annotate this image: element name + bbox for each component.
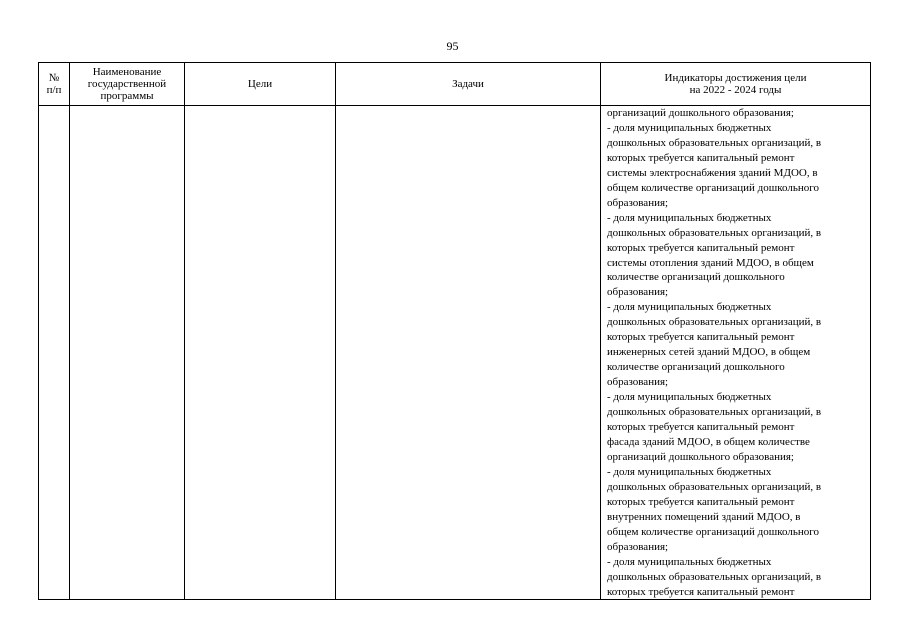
text-line: инженерных сетей зданий МДОО, в общем <box>607 346 811 359</box>
text-line: - доля муниципальных бюджетных <box>607 211 772 224</box>
text-line: системы отопления зданий МДОО, в общем <box>607 256 814 269</box>
text-line: которых требуется капитальный ремонт <box>607 585 795 598</box>
text-line: количестве организаций дошкольного <box>607 271 785 284</box>
text-line: государственной <box>87 78 167 90</box>
text-line: которых требуется капитальный ремонт <box>607 241 795 254</box>
header-indicators <box>601 63 871 106</box>
text-line: общем количестве организаций дошкольного <box>607 525 819 538</box>
text-line: образования; <box>607 286 669 299</box>
cell-indicators <box>601 106 871 600</box>
text-line: Индикаторы достижения цели <box>664 72 807 84</box>
header-program <box>70 63 185 106</box>
text-line: количестве организаций дошкольного <box>607 361 785 374</box>
text-line: дошкольных образовательных организаций, в <box>607 316 822 329</box>
text-line: которых требуется капитальный ремонт <box>607 331 795 344</box>
text-line: дошкольных образовательных организаций, в <box>607 226 822 239</box>
text-line: дошкольных образовательных организаций, в <box>607 480 822 493</box>
text-line: внутренних помещений зданий МДОО, в <box>607 510 801 523</box>
text-line: образования; <box>607 376 669 389</box>
text-line: общем количестве организаций дошкольного <box>607 181 819 194</box>
table-row <box>39 106 871 600</box>
text-line: дошкольных образовательных организаций, в <box>607 136 822 149</box>
text-line: - доля муниципальных бюджетных <box>607 301 772 314</box>
text-line: организаций дошкольного образования; <box>607 450 794 463</box>
text-line: программы <box>100 90 154 102</box>
text-line: Задачи <box>452 78 484 90</box>
text-line: образования; <box>607 196 669 209</box>
cell-tasks <box>336 106 601 600</box>
text-line: дошкольных образовательных организаций, в <box>607 406 822 419</box>
indicator-text <box>601 106 870 599</box>
text-line: фасада зданий МДОО, в общем количестве <box>607 435 810 448</box>
text-line: Цели <box>247 78 273 90</box>
header-goals <box>185 63 336 106</box>
text-line: которых требуется капитальный ремонт <box>607 495 795 508</box>
text-line: образования; <box>607 540 669 553</box>
table-header-row <box>39 63 871 106</box>
text-line: которых требуется капитальный ремонт <box>607 421 795 434</box>
header-num <box>39 63 70 106</box>
text-line: - доля муниципальных бюджетных <box>607 391 772 404</box>
cell-goals <box>185 106 336 600</box>
text-line: организаций дошкольного образования; <box>607 107 794 119</box>
text-line: - доля муниципальных бюджетных <box>607 121 772 134</box>
text-line: Наименование <box>92 66 162 78</box>
header-tasks <box>336 63 601 106</box>
text-line: дошкольных образовательных организаций, в <box>607 570 822 583</box>
text-line: на 2022 - 2024 годы <box>689 84 782 96</box>
text-line: которых требуется капитальный ремонт <box>607 151 795 164</box>
text-line: - доля муниципальных бюджетных <box>607 555 772 568</box>
text-line: п/п <box>46 84 62 96</box>
cell-program <box>70 106 185 600</box>
cell-num <box>39 106 70 600</box>
text-line: системы электроснабжения зданий МДОО, в <box>607 166 818 179</box>
page-number: 95 <box>446 39 459 53</box>
text-line: - доля муниципальных бюджетных <box>607 465 772 478</box>
indicators-table <box>38 62 871 600</box>
text-line: № <box>48 72 60 84</box>
